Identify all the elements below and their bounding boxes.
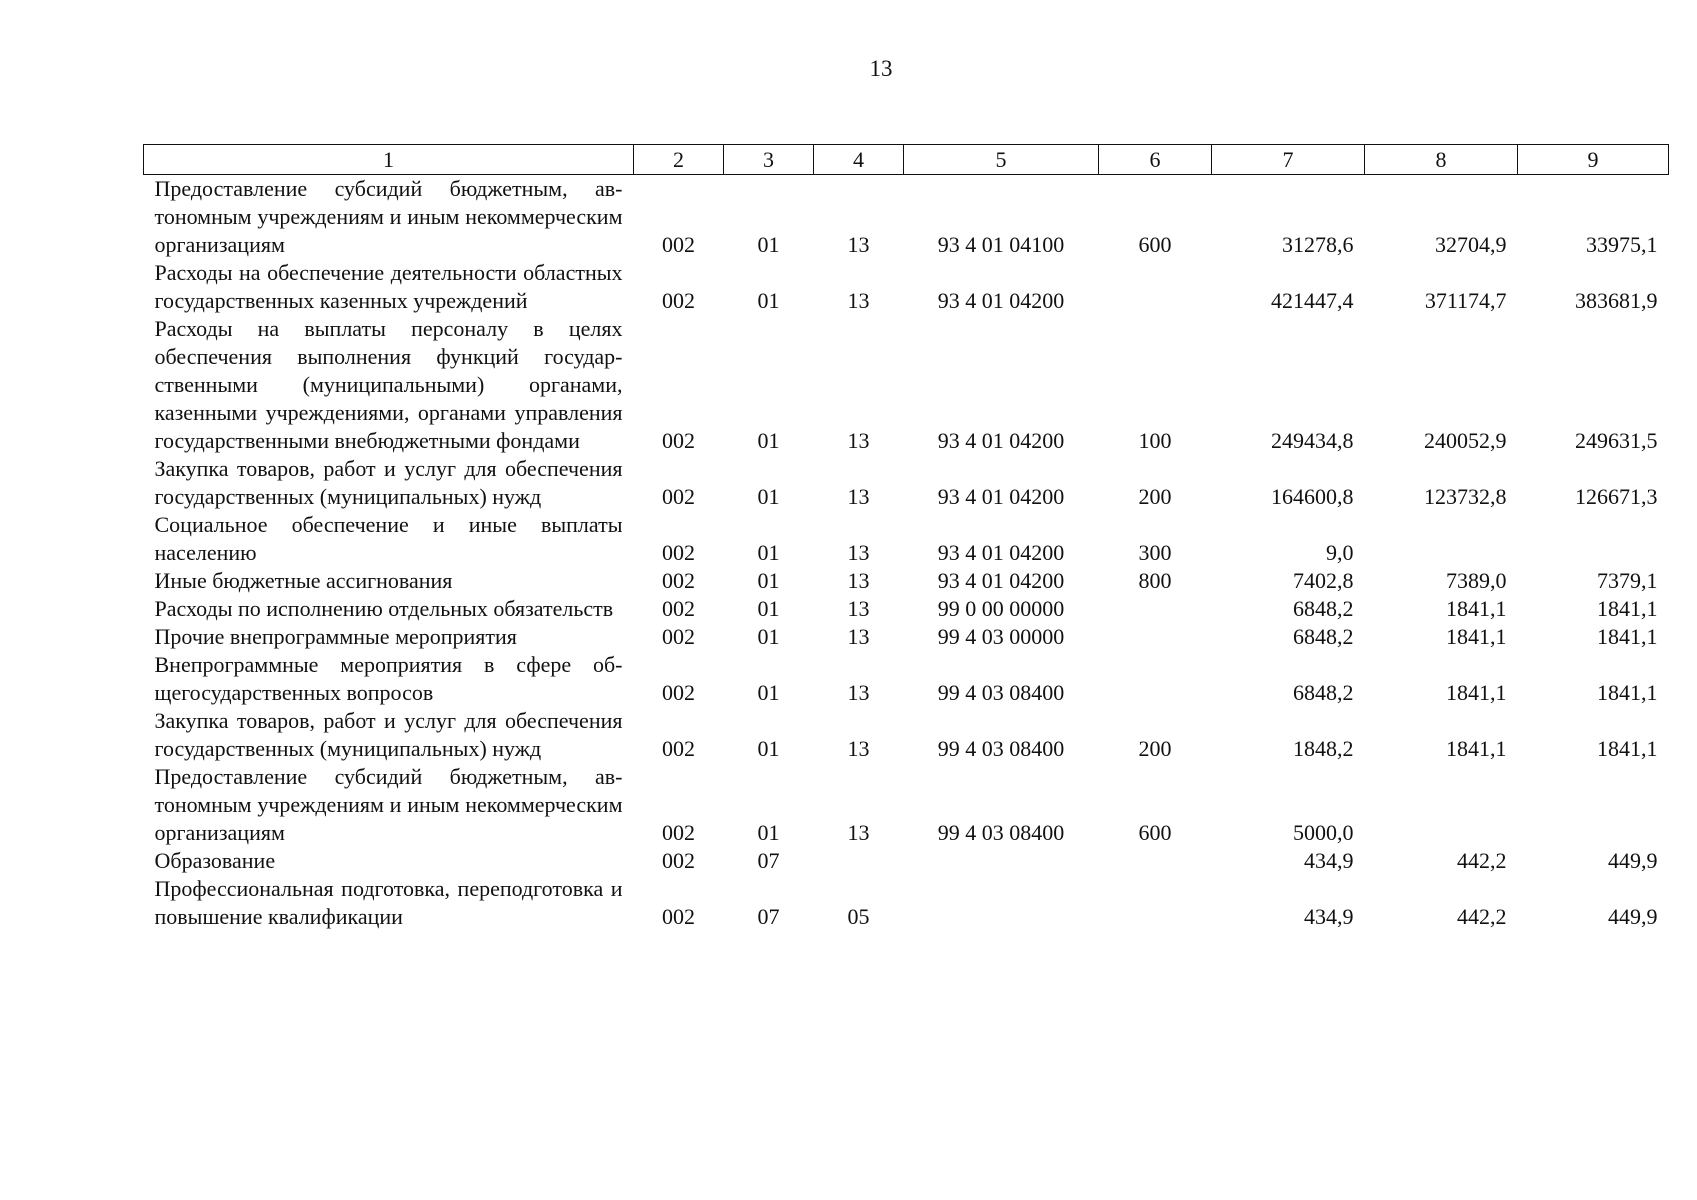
row-name: Образование bbox=[154, 848, 276, 873]
column-header-4: 4 bbox=[814, 145, 904, 175]
table-row bbox=[144, 175, 1669, 260]
amount-col-8: 442,2 bbox=[1457, 904, 1507, 929]
target-article-code: 93 4 01 04200 bbox=[937, 428, 1065, 453]
subsection-code: 13 bbox=[847, 596, 870, 621]
section-code: 01 bbox=[757, 540, 780, 565]
expense-type-code: 200 bbox=[1138, 484, 1172, 509]
table-row bbox=[144, 651, 1669, 707]
expense-type-code: 600 bbox=[1138, 820, 1172, 845]
admin-code: 002 bbox=[662, 428, 695, 453]
section-code: 07 bbox=[757, 904, 780, 929]
table-row bbox=[144, 595, 1669, 623]
amount-col-7: 421447,4 bbox=[1271, 288, 1354, 313]
row-name: Расходы на обеспечение деятельности областных государственных казенных учреждений bbox=[154, 260, 623, 313]
admin-code: 002 bbox=[662, 540, 695, 565]
table-row bbox=[144, 875, 1669, 931]
section-code: 01 bbox=[757, 288, 780, 313]
table-row bbox=[144, 847, 1669, 875]
amount-col-7: 6848,2 bbox=[1293, 680, 1354, 705]
target-article-code: 99 4 03 08400 bbox=[937, 680, 1065, 705]
subsection-code: 13 bbox=[847, 820, 870, 845]
admin-code: 002 bbox=[662, 848, 695, 873]
amount-col-9 bbox=[1518, 511, 1669, 567]
amount-col-9: 383681,9 bbox=[1575, 288, 1658, 313]
expense-type-code: 300 bbox=[1138, 540, 1172, 565]
admin-code: 002 bbox=[662, 484, 695, 509]
column-header-5: 5 bbox=[904, 145, 1099, 175]
admin-code: 002 bbox=[662, 904, 695, 929]
section-code: 01 bbox=[757, 484, 780, 509]
column-header-9: 9 bbox=[1518, 145, 1669, 175]
expense-type-code: 200 bbox=[1138, 736, 1172, 761]
table-header bbox=[144, 145, 1669, 175]
section-code: 01 bbox=[757, 568, 780, 593]
row-name: Предоставление субсидий бюджетным, автономным учреждениям и иным некоммерческим организациям bbox=[154, 764, 623, 845]
amount-col-9: 1841,1 bbox=[1597, 680, 1658, 705]
table-row bbox=[144, 707, 1669, 763]
admin-code: 002 bbox=[662, 820, 695, 845]
amount-col-9: 126671,3 bbox=[1575, 484, 1658, 509]
amount-col-8: 442,2 bbox=[1457, 848, 1507, 873]
admin-code: 002 bbox=[662, 288, 695, 313]
amount-col-9: 449,9 bbox=[1608, 904, 1658, 929]
table-row bbox=[144, 315, 1669, 455]
subsection-code: 13 bbox=[847, 484, 870, 509]
amount-col-8 bbox=[1365, 511, 1518, 567]
section-code: 01 bbox=[757, 736, 780, 761]
admin-code: 002 bbox=[662, 232, 695, 257]
subsection-code: 13 bbox=[847, 540, 870, 565]
subsection-code: 13 bbox=[847, 428, 870, 453]
amount-col-7: 434,9 bbox=[1304, 904, 1354, 929]
expense-type-code bbox=[1099, 847, 1212, 875]
expense-type-code: 800 bbox=[1138, 568, 1172, 593]
amount-col-9: 449,9 bbox=[1608, 848, 1658, 873]
row-name: Социальное обеспечение и иные выплаты населению bbox=[154, 512, 623, 565]
target-article-code bbox=[904, 875, 1099, 931]
admin-code: 002 bbox=[662, 680, 695, 705]
table-row bbox=[144, 455, 1669, 511]
row-name: Закупка товаров, работ и услуг для обеспечения государственных (муниципальных) нужд bbox=[154, 708, 623, 761]
table-row bbox=[144, 259, 1669, 315]
table-body bbox=[144, 175, 1669, 932]
target-article-code: 93 4 01 04100 bbox=[937, 232, 1065, 257]
section-code: 01 bbox=[757, 596, 780, 621]
table-row bbox=[144, 763, 1669, 847]
amount-col-7: 7402,8 bbox=[1293, 568, 1354, 593]
subsection-code: 13 bbox=[847, 680, 870, 705]
amount-col-8: 371174,7 bbox=[1424, 288, 1507, 313]
subsection-code: 05 bbox=[847, 904, 870, 929]
amount-col-8: 1841,1 bbox=[1446, 736, 1507, 761]
amount-col-9: 1841,1 bbox=[1597, 624, 1658, 649]
amount-col-9 bbox=[1518, 763, 1669, 847]
section-code: 01 bbox=[757, 680, 780, 705]
subsection-code: 13 bbox=[847, 288, 870, 313]
amount-col-8: 1841,1 bbox=[1446, 680, 1507, 705]
amount-col-7: 249434,8 bbox=[1271, 428, 1354, 453]
target-article-code bbox=[904, 847, 1099, 875]
target-article-code: 93 4 01 04200 bbox=[937, 484, 1065, 509]
admin-code: 002 bbox=[662, 568, 695, 593]
expense-type-code bbox=[1099, 623, 1212, 651]
target-article-code: 93 4 01 04200 bbox=[937, 540, 1065, 565]
amount-col-9: 1841,1 bbox=[1597, 596, 1658, 621]
amount-col-8: 1841,1 bbox=[1446, 596, 1507, 621]
amount-col-7: 5000,0 bbox=[1293, 820, 1354, 845]
expense-type-code bbox=[1099, 595, 1212, 623]
column-header-1: 1 bbox=[144, 145, 634, 175]
column-header-3: 3 bbox=[724, 145, 814, 175]
row-name: Расходы на выплаты персоналу в целях обеспечения выполнения функций государственными (муниципальными) органами, казенными учреждениями, органами управления государственными внебюджетными фондами bbox=[154, 316, 623, 453]
amount-col-7: 6848,2 bbox=[1293, 596, 1354, 621]
amount-col-9: 249631,5 bbox=[1575, 428, 1658, 453]
amount-col-8: 123732,8 bbox=[1424, 484, 1507, 509]
amount-col-8 bbox=[1365, 763, 1518, 847]
subsection-code: 13 bbox=[847, 736, 870, 761]
row-name: Прочие внепрограммные мероприятия bbox=[154, 624, 517, 649]
expense-type-code bbox=[1099, 875, 1212, 931]
section-code: 07 bbox=[757, 848, 780, 873]
amount-col-9: 33975,1 bbox=[1586, 232, 1658, 257]
admin-code: 002 bbox=[662, 596, 695, 621]
section-code: 01 bbox=[757, 428, 780, 453]
amount-col-9: 7379,1 bbox=[1597, 568, 1658, 593]
section-code: 01 bbox=[757, 624, 780, 649]
page-number: 13 bbox=[869, 56, 893, 81]
target-article-code: 99 4 03 00000 bbox=[937, 624, 1065, 649]
amount-col-7: 31278,6 bbox=[1282, 232, 1354, 257]
column-header-7: 7 bbox=[1212, 145, 1365, 175]
amount-col-7: 9,0 bbox=[1326, 540, 1354, 565]
target-article-code: 99 0 00 00000 bbox=[937, 596, 1065, 621]
row-name: Расходы по исполнению отдельных обязательств bbox=[154, 596, 614, 621]
section-code: 01 bbox=[757, 232, 780, 257]
target-article-code: 99 4 03 08400 bbox=[937, 736, 1065, 761]
table-row bbox=[144, 511, 1669, 567]
section-code: 01 bbox=[757, 820, 780, 845]
row-name: Иные бюджетные ассигнования bbox=[154, 568, 453, 593]
subsection-code: 13 bbox=[847, 568, 870, 593]
amount-col-8: 1841,1 bbox=[1446, 624, 1507, 649]
expense-type-code: 600 bbox=[1138, 232, 1172, 257]
target-article-code: 99 4 03 08400 bbox=[937, 820, 1065, 845]
expense-type-code bbox=[1099, 259, 1212, 315]
amount-col-8: 32704,9 bbox=[1435, 232, 1507, 257]
budget-table bbox=[143, 144, 1669, 931]
admin-code: 002 bbox=[662, 624, 695, 649]
row-name: Профессиональная подготовка, переподготовка и повышение квалификации bbox=[154, 876, 623, 929]
admin-code: 002 bbox=[662, 736, 695, 761]
amount-col-7: 1848,2 bbox=[1293, 736, 1354, 761]
row-name: Предоставление субсидий бюджетным, автономным учреждениям и иным некоммерческим организациям bbox=[154, 176, 623, 257]
amount-col-8: 7389,0 bbox=[1446, 568, 1507, 593]
amount-col-7: 164600,8 bbox=[1271, 484, 1354, 509]
column-header-2: 2 bbox=[634, 145, 724, 175]
row-name: Внепрограммные мероприятия в сфере общегосударственных вопросов bbox=[154, 652, 623, 705]
expense-type-code bbox=[1099, 651, 1212, 707]
amount-col-7: 434,9 bbox=[1304, 848, 1354, 873]
target-article-code: 93 4 01 04200 bbox=[937, 288, 1065, 313]
header-row bbox=[144, 145, 1669, 175]
subsection-code bbox=[814, 847, 904, 875]
column-header-6: 6 bbox=[1099, 145, 1212, 175]
subsection-code: 13 bbox=[847, 624, 870, 649]
table-row bbox=[144, 567, 1669, 595]
amount-col-7: 6848,2 bbox=[1293, 624, 1354, 649]
row-name: Закупка товаров, работ и услуг для обеспечения государственных (муниципальных) нужд bbox=[154, 456, 623, 509]
subsection-code: 13 bbox=[847, 232, 870, 257]
table-row bbox=[144, 623, 1669, 651]
amount-col-9: 1841,1 bbox=[1597, 736, 1658, 761]
expense-type-code: 100 bbox=[1138, 428, 1172, 453]
target-article-code: 93 4 01 04200 bbox=[937, 568, 1065, 593]
amount-col-8: 240052,9 bbox=[1424, 428, 1507, 453]
column-header-8: 8 bbox=[1365, 145, 1518, 175]
